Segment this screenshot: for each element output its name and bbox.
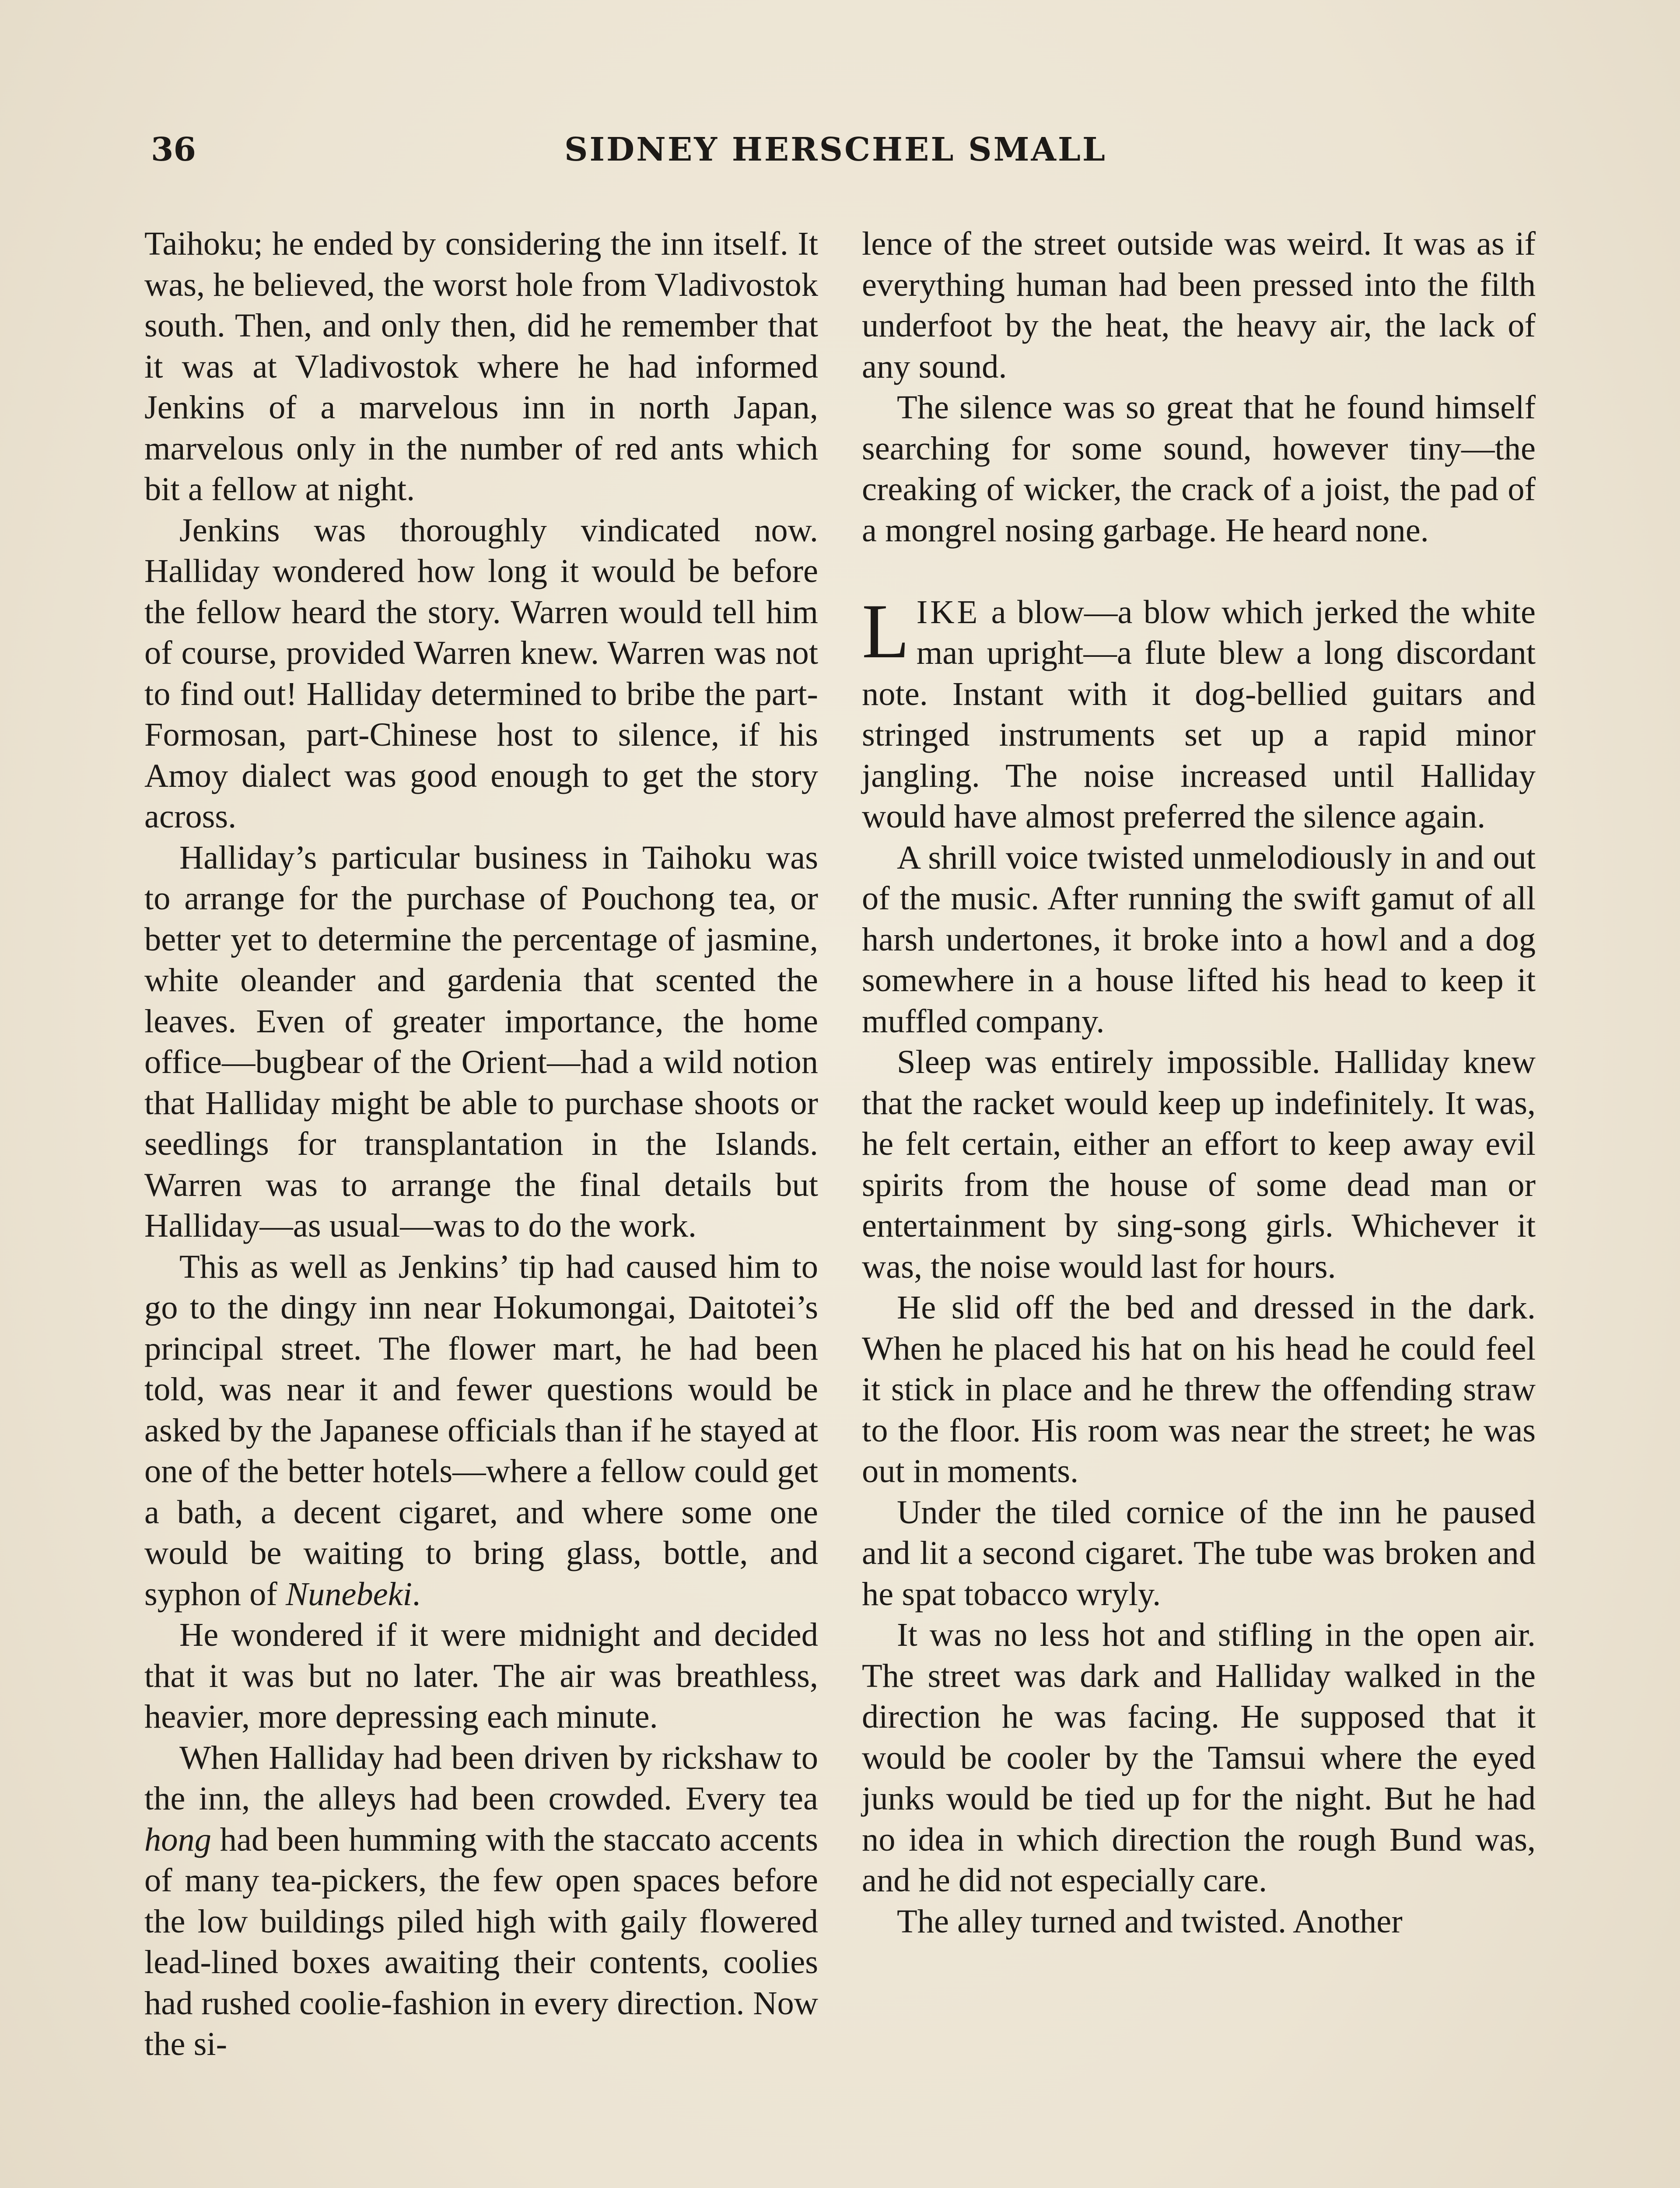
punctuation: . xyxy=(412,1575,421,1613)
paragraph: The alley turned and twisted. Another xyxy=(897,1902,1403,1940)
paragraph: lence of the street outside was weird. It was as if everything human had been pressed into the filth underfoot by the heat, the heavy air, the lack of any sound. xyxy=(862,225,1536,385)
paragraph-text: a blow—a blow which jerked the white man upright—a flute blew a long discordant note. Instant with it dog-bellied guitars and stringed instruments set up a rapid minor jangling. The noise increased until Halliday would have almost preferred the silence again. xyxy=(862,593,1536,835)
paragraph: He wondered if it were midnight and decided that it was but no later. The air was breathless, heavier, more depressing each minute. xyxy=(144,1616,818,1735)
paragraph: Taihoku; he ended by considering the inn itself. It was, he believed, the worst hole from Vladivostok south. Then, and only then, did he remember that it was at Vladivostok where he had informed Jenkins of a marvelous inn in north Japan, marvelous only in the number of red ants which bit a fellow at night. xyxy=(144,225,818,508)
paragraph: It was no less hot and stifling in the open air. The street was dark and Halliday walked in the direction he was facing. He supposed that it would be cooler by the Tamsui where the eyed junks would be tied up for the night. But he had no idea in which direction the rough Bund was, and he did not especially care. xyxy=(862,1616,1536,1899)
section-opening-paragraph xyxy=(862,587,1536,837)
running-head: SIDNEY HERSCHEL SMALL xyxy=(564,131,1107,168)
paragraph-text: had been humming with the staccato accents of many tea-pickers, the few open spaces before the low buildings piled high with gaily flowered lead-lined boxes awaiting their contents, coolies had rushed coolie-fashion in every direction. Now the si- xyxy=(144,1820,819,2062)
paragraph: The silence was so great that he found himself searching for some sound, however tiny—the creaking of wicker, the crack of a joist, the pad of a mongrel nosing garbage. He heard none. xyxy=(862,389,1536,549)
paragraph: Halliday’s particular business in Taihoku was to arrange for the purchase of Pouchong tea, or better yet to determine the percentage of jasmine, white oleander and gardenia that scented the leaves. Even of greater importance, the home office—bugbear of the Orient—had a wild notion that Halliday might be able to purchase shoots or seedlings for transplantation in the Islands. Warren was to arrange the final details but Halliday—as usual—was to do the work. xyxy=(144,838,818,1244)
right-column xyxy=(862,223,1536,1942)
left-column xyxy=(144,223,818,2065)
small-caps-word: IKE xyxy=(916,593,980,631)
drop-cap: L xyxy=(862,587,910,674)
paragraph-text: This as well as Jenkins’ tip had caused him to go to the dingy inn near Hokumongai, Daitotei’s principal street. The flower mart, he had been told, was near it and fewer questions would be asked by the Japanese officials than if he stayed at one of the better hotels—where a fellow could get a bath, a decent cigaret, and where some one would be waiting to bring glass, bottle, and syphon of xyxy=(144,1248,818,1613)
paragraph: He slid off the bed and dressed in the dark. When he placed his hat on his head he could feel it stick in place and he threw the offending straw to the floor. His room was near the street; he was out in moments. xyxy=(862,1289,1536,1490)
italic-word: Nunebeki xyxy=(286,1575,412,1613)
paragraph xyxy=(144,1246,818,1615)
italic-word: hong xyxy=(144,1820,211,1858)
paragraph: Under the tiled cornice of the inn he paused and lit a second cigaret. The tube was broken and he spat tobacco wryly. xyxy=(862,1493,1536,1613)
paragraph: Jenkins was thoroughly vindicated now. Halliday wondered how long it would be before the fellow heard the story. Warren would tell him of course, provided Warren knew. Warren was not to find out! Halliday determined to bribe the part-Formosan, part-Chinese host to silence, if his Amoy dialect was good enough to get the story across. xyxy=(144,511,818,835)
paragraph xyxy=(144,1737,818,2065)
page-number: 36 xyxy=(151,131,196,168)
paragraph: A shrill voice twisted unmelodiously in and out of the music. After running the swift gamut of all harsh undertones, it broke into a howl and a dog somewhere in a house lifted his head to keep it muffled company. xyxy=(862,838,1536,1040)
paragraph: Sleep was entirely impossible. Halliday knew that the racket would keep up indefinitely. It was, he felt certain, either an effort to keep away evil spirits from the house of some dead man or entertainment by sing-song girls. Whichever it was, the noise would last for hours. xyxy=(862,1043,1536,1285)
paragraph-text: When Halliday had been driven by rickshaw to the inn, the alleys had been crowded. Every tea xyxy=(144,1739,818,1817)
